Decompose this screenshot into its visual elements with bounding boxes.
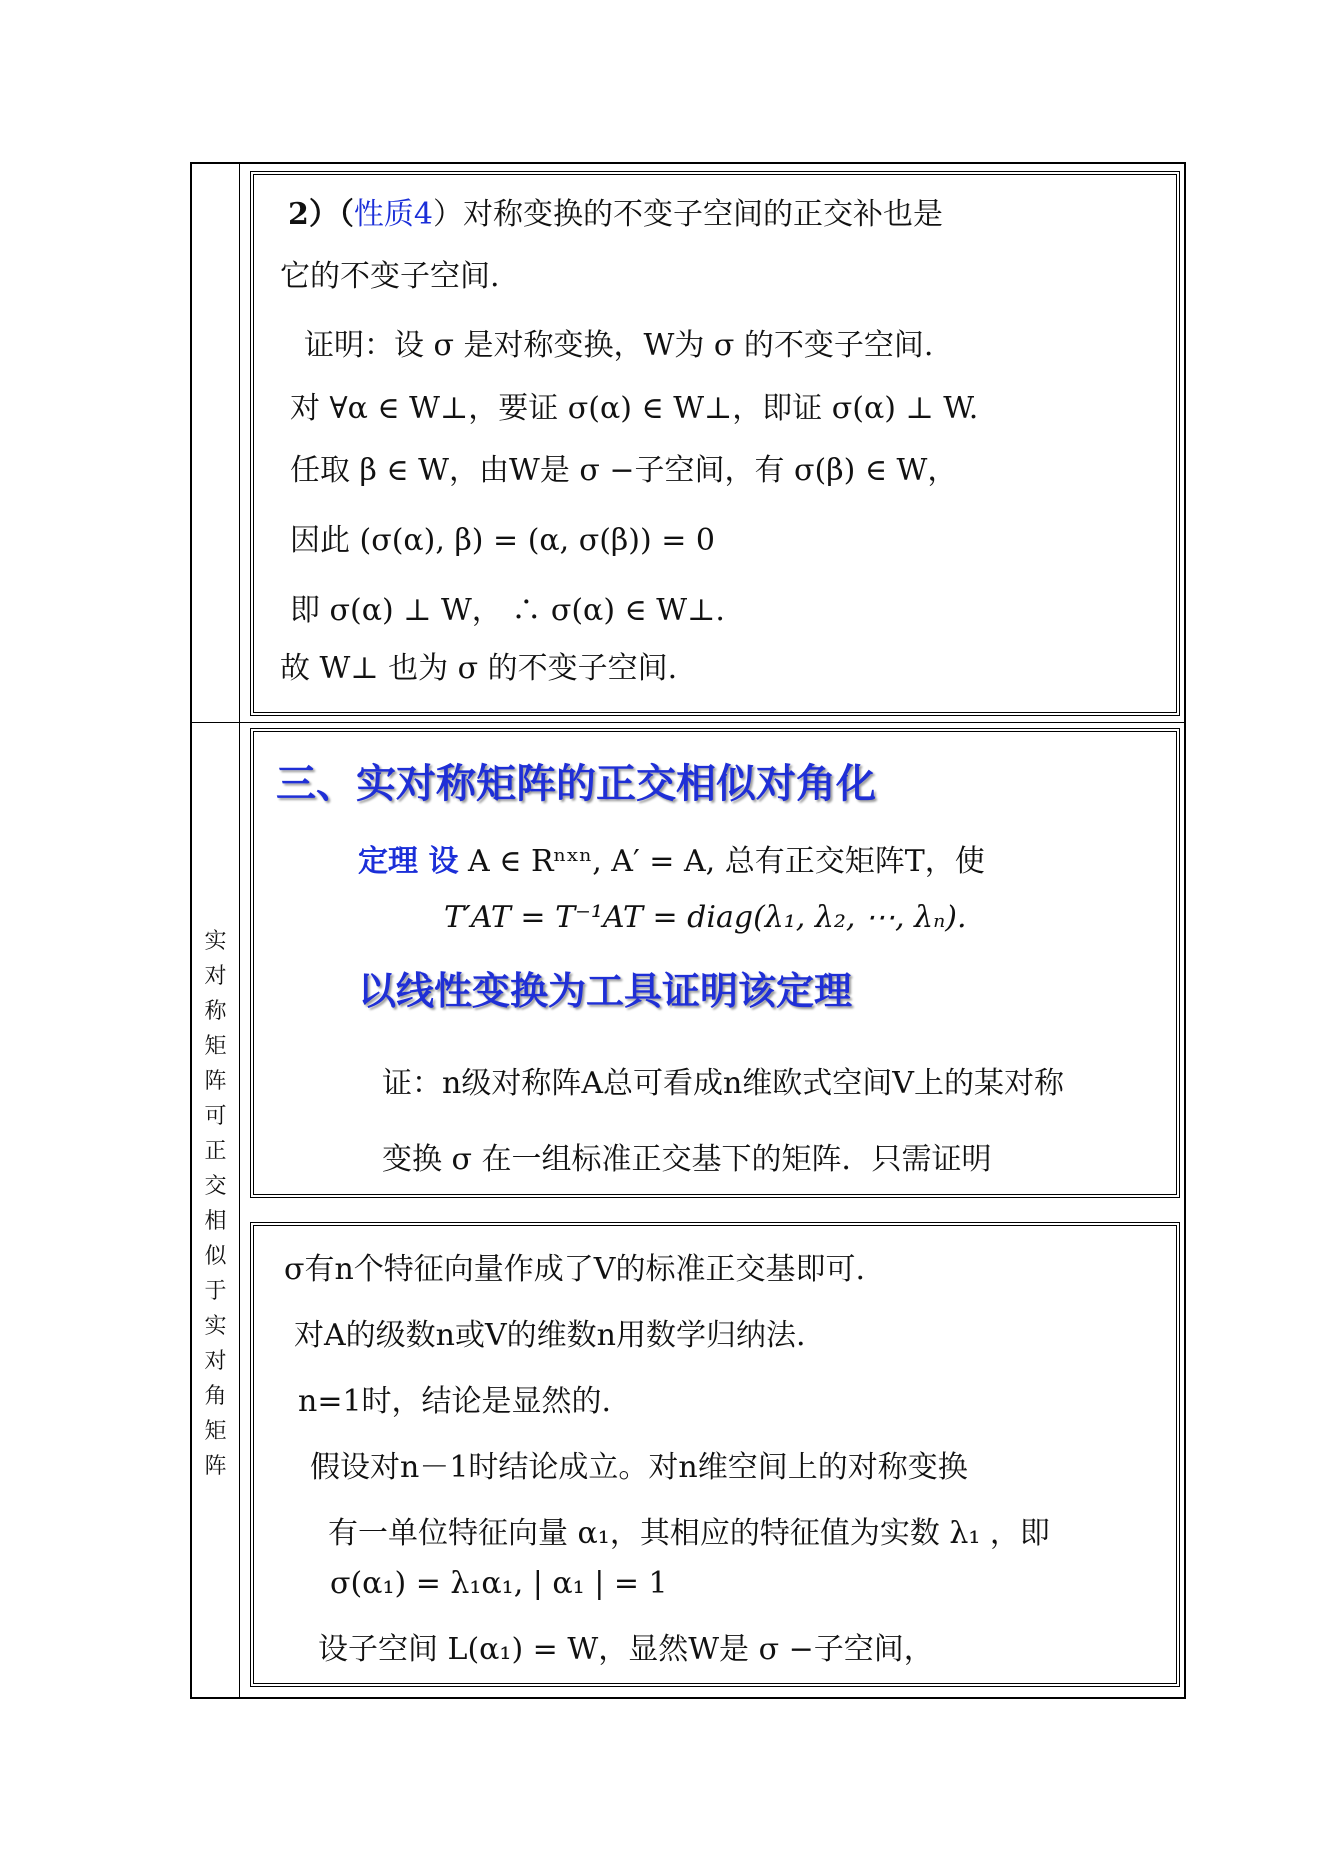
text-line: 有一单位特征向量 α₁，其相应的特征值为实数 λ₁ ，即 [328,1516,1050,1551]
side-char: 实 [204,929,227,954]
side-char: 实 [204,1314,227,1339]
title-prefix: 2）（ [288,197,354,232]
property4-box [250,171,1180,716]
theorem-formula: T′AT = T⁻¹AT = diag(λ₁, λ₂, ⋯, λₙ). [444,900,967,935]
subheading: 以线性变换为工具证明该定理 [358,969,853,1013]
side-char: 称 [204,999,227,1024]
theorem-box [250,728,1180,1198]
side-char: 可 [204,1104,227,1129]
property-label: 性质4 [353,197,433,232]
text-line: 它的不变子空间. [280,259,500,294]
side-char: 于 [204,1279,227,1304]
side-char: 阵 [204,1454,227,1479]
formula-line: σ(α₁) = λ₁α₁, | α₁ | = 1 [330,1566,668,1601]
side-char: 似 [204,1244,227,1269]
side-char: 正 [204,1139,227,1164]
text-line: n=1时，结论是显然的. [298,1384,612,1419]
induction-box [250,1222,1180,1687]
text-line: σ有n个特征向量作成了V的标准正交基即可. [284,1252,866,1287]
formula-line: 即 σ(α) ⊥ W， ∴ σ(α) ∈ W⊥. [290,593,725,628]
proof-line: 变换 σ 在一组标准正交基下的矩阵．只需证明 [382,1142,992,1177]
theorem-text: A ∈ Rⁿˣⁿ, A′ = A, 总有正交矩阵T，使 [468,844,985,879]
formula-line: 任取 β ∈ W，由W是 σ −子空间，有 σ(β) ∈ W， [290,453,958,488]
section-heading: 三、实对称矩阵的正交相似对角化 [276,761,876,807]
text-line: 假设对n－1时结论成立。对n维空间上的对称变换 [310,1450,968,1485]
side-char: 交 [204,1174,227,1199]
side-char: 矩 [204,1419,227,1444]
formula-line: 因此 (σ(α), β) = (α, σ(β)) = 0 [290,523,715,558]
side-label [192,924,239,1484]
formula-line: 对 ∀α ∈ W⊥，要证 σ(α) ∈ W⊥，即证 σ(α) ⊥ W. [290,391,979,426]
proof-line: 证：n级对称阵A总可看成n维欧式空间V上的某对称 [382,1066,1064,1101]
column-divider [239,164,240,1697]
conclusion-line: 故 W⊥ 也为 σ 的不变子空间. [280,651,678,686]
side-char: 对 [204,1349,227,1374]
theorem-statement [358,836,985,880]
theorem-label: 定理 设 [358,844,459,879]
side-char: 相 [204,1209,227,1234]
side-char: 角 [204,1384,227,1409]
title-suffix: ）对称变换的不变子空间的正交补也是 [432,197,943,232]
text-line: 设子空间 L(α₁) = W，显然W是 σ −子空间， [318,1632,934,1667]
text-line: 对A的级数n或V的维数n用数学归纳法. [294,1318,806,1353]
property-title [288,189,943,233]
side-char: 对 [204,964,227,989]
side-char: 矩 [204,1034,227,1059]
side-char: 阵 [204,1069,227,1094]
row-divider [192,722,1184,723]
proof-intro: 证明：设 σ 是对称变换，W为 σ 的不变子空间. [304,328,934,363]
